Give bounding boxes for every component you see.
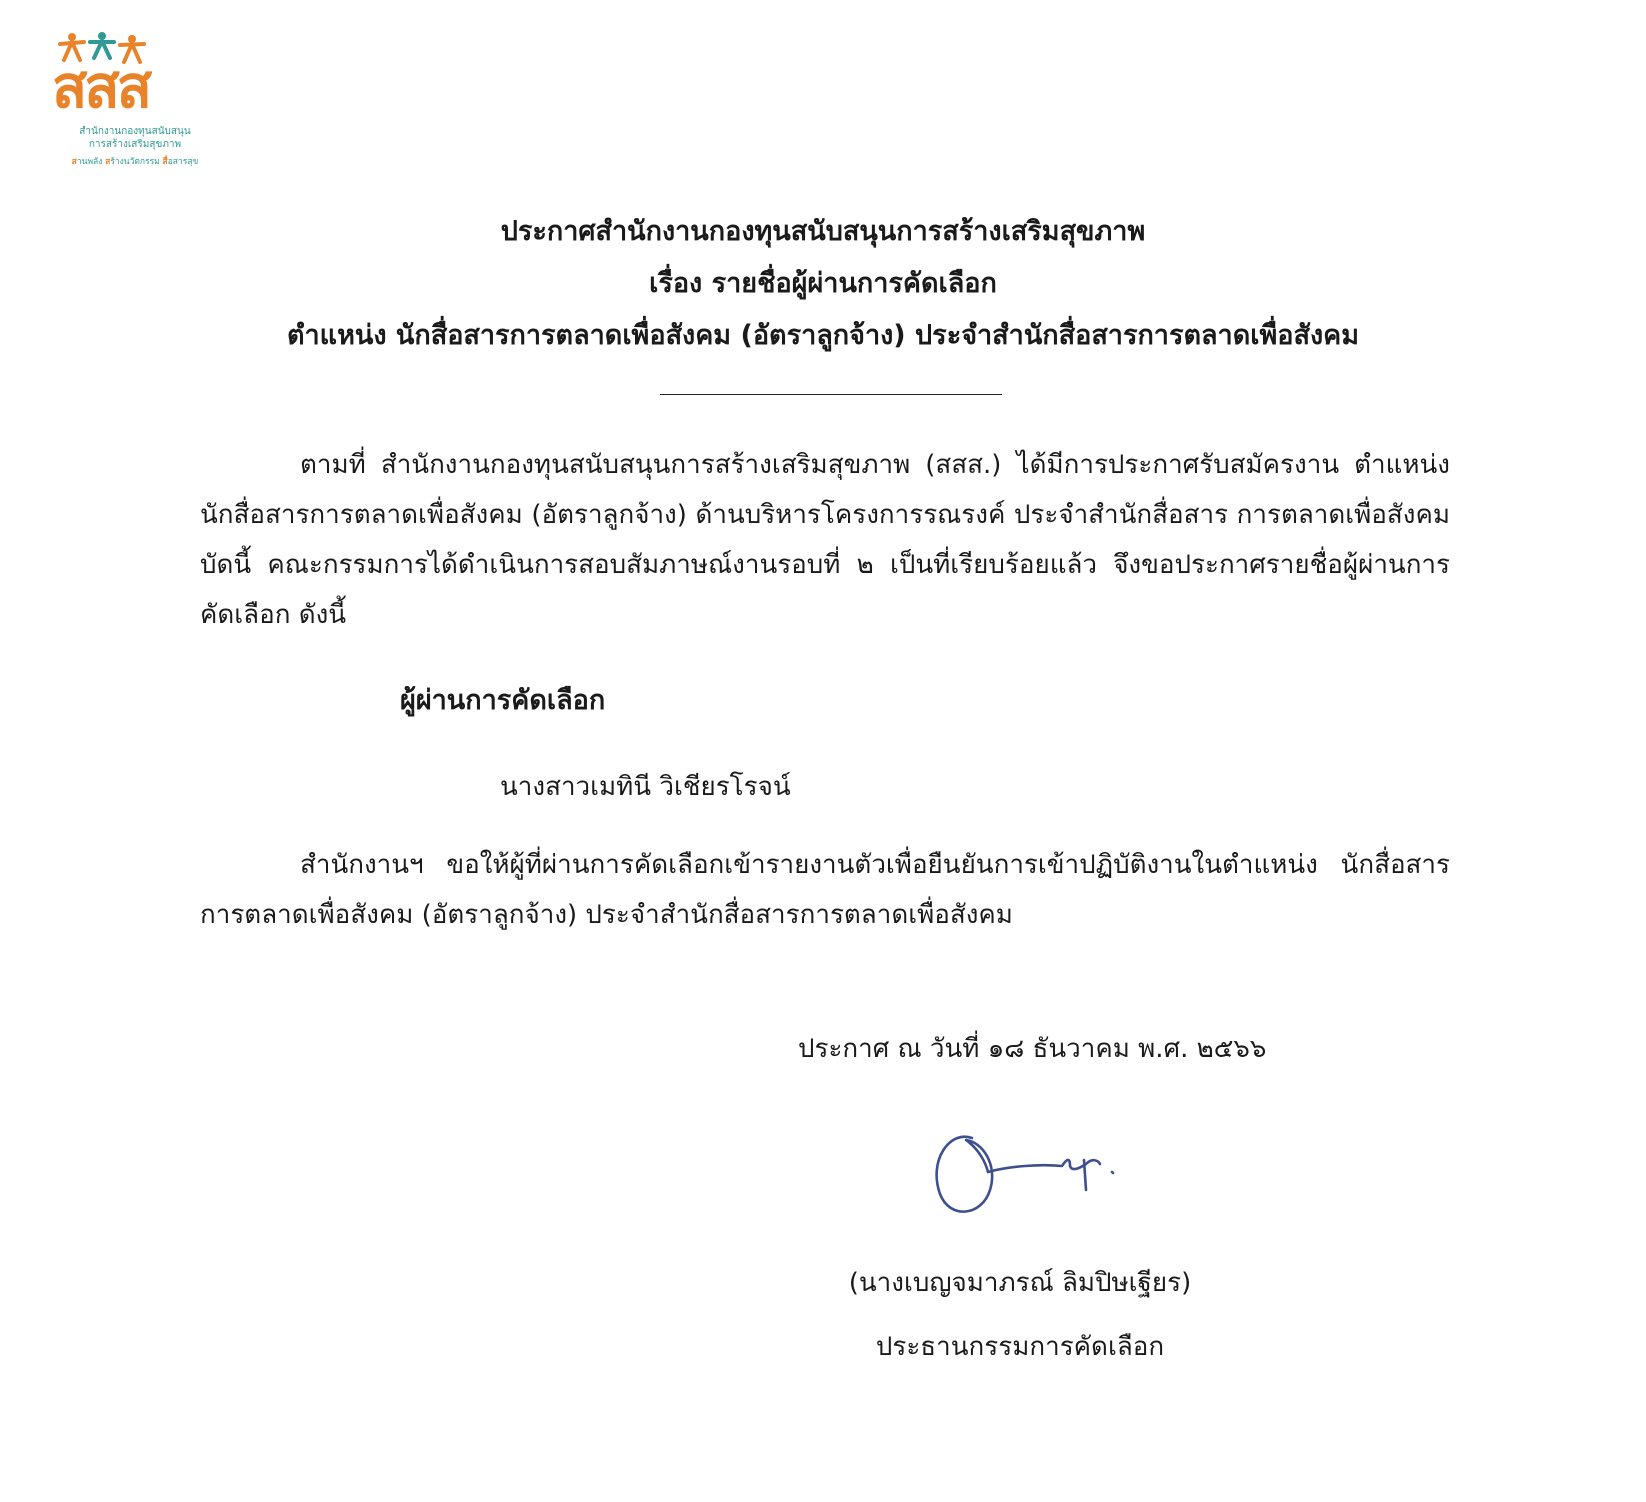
announcement-paragraph-1 bbox=[200, 440, 1450, 640]
heading-divider bbox=[660, 394, 1002, 395]
logo-tagline-part: านพลัง bbox=[76, 157, 106, 167]
announcement-date: ประกาศ ณ วันที่ ๑๘ ธันวาคม พ.ศ. ๒๕๖๖ bbox=[798, 1034, 1267, 1064]
logo-tagline bbox=[50, 154, 220, 168]
announcement-paragraph-2 bbox=[200, 840, 1450, 940]
logo-tagline-part: ส bbox=[105, 157, 111, 167]
selected-candidate-name: นางสาวเมทินี วิเชียรโรจน์ bbox=[500, 772, 791, 802]
paragraph-1-text: ตามที่ สำนักงานกองทุนสนับสนุนการสร้างเสริมสุขภาพ (สสส.) ได้มีการประกาศรับสมัครงาน ตำแหน่ง นักสื่อสารการตลาดเพื่อสังคม (อัตราลูกจ้าง) ด้านบริหารโครงการรณรงค์ ประจำสำนักสื่อสาร การตลาดเพื่อสังคม บัดนี้ คณะกรรมการได้ดำเนินการสอบสัมภาษณ์งานรอบที่ ๒ เป็นที่เรียบร้อยแล้ว จึงขอประกาศรายชื่อผู้ผ่านการคัดเลือก ดังนี้ bbox=[200, 450, 1450, 630]
signer-name: (นางเบญจมาภรณ์ ลิมปิษเฐียร) bbox=[848, 1268, 1192, 1298]
paragraph-2-text: สำนักงานฯ ขอให้ผู้ที่ผ่านการคัดเลือกเข้ารายงานตัวเพื่อยืนยันการเข้าปฏิบัติงานในตำแหน่ง นักสื่อสารการตลาดเพื่อสังคม (อัตราลูกจ้าง) ประจำสำนักสื่อสารการตลาดเพื่อสังคม bbox=[200, 850, 1450, 930]
selected-candidates-heading: ผู้ผ่านการคัดเลือก bbox=[400, 685, 606, 716]
logo-tagline-part: อสารสุข bbox=[167, 157, 199, 167]
organization-logo bbox=[46, 30, 216, 170]
announcement-subject: เรื่อง รายชื่อผู้ผ่านการคัดเลือก bbox=[649, 268, 997, 299]
logo-org-name-line1: สำนักงานกองทุนสนับสนุน bbox=[79, 126, 191, 137]
logo-wordmark: สสส bbox=[52, 53, 150, 121]
signer-position: ประธานกรรมการคัดเลือก bbox=[875, 1332, 1165, 1362]
announcement-position: ตำแหน่ง นักสื่อสารการตลาดเพื่อสังคม (อัตราลูกจ้าง) ประจำสำนักสื่อสารการตลาดเพื่อสังคม bbox=[286, 320, 1360, 351]
logo-tagline-part: สื่ bbox=[162, 157, 168, 167]
logo-tagline-part: ส bbox=[71, 157, 77, 167]
announcement-title: ประกาศสำนักงานกองทุนสนับสนุนการสร้างเสริมสุขภาพ bbox=[500, 216, 1146, 247]
handwritten-signature-icon bbox=[920, 1120, 1160, 1230]
logo-org-name-line2: การสร้างเสริมสุขภาพ bbox=[88, 139, 182, 150]
logo-tagline-part: ร้างนวัตกรรม bbox=[110, 157, 163, 167]
